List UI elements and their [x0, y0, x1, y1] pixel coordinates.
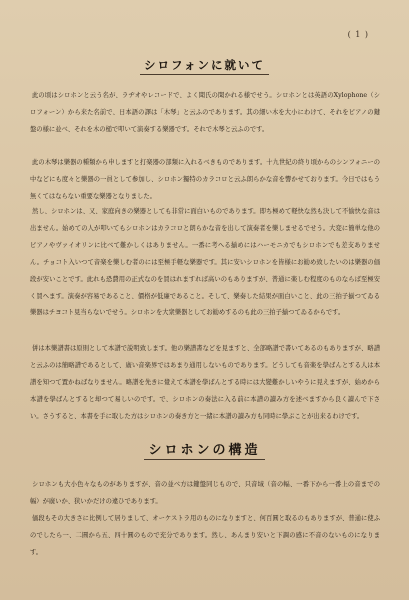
- page-number: ( 1 ): [347, 30, 369, 39]
- section-heading-text: シロフォンに就いて: [140, 57, 269, 75]
- paragraph-notation: 併は本樂譜書は原則として本譜で説明致します。他の樂譜書などを見ますと、全部略譜で書いてあるのもありますが、略譜と云ふのは簡略譜であるとして、廣い音楽界ではあまり通用しないものであります。どうしても音楽を學ばんとする人は本譜を知つて置かねばなりません。略譜を先きに覺えて本譜を學ばんとする時には大變難かしいやうに見えますが、始めから本譜を學ばんとすると却つて易しいのです。で、シロホンの奏法に入る前に本譜の讀み方を述べますから良く讀んで下さい。さうすると、本書を手に取した方はシロホンの奏き方と一緒に本譜の讀み方も同時に學ぶことが出来るわけです。: [30, 345, 380, 420]
- paragraph-range: シロホンも大小色々なものがありますが、音の並べ方は鍵盤同じもので、只音域（音の幅、一番下から一番上の音までの幅）が廣いか、狭いかだけの違ひであります。: [30, 481, 380, 505]
- section-heading-structure: [0, 439, 409, 460]
- paragraph-percussion: 此の木琴は樂器の種類から申しますと打楽器の部類に入れるべきものであります。十九世紀の終り頃からのシンフォニーの中などにも度々と樂器の一員として参加し、シロホン獨特のカラコロと云ふ朗らかな音を響かせております。今日ではもう無くてはならない重要な樂器となりました。: [30, 159, 380, 200]
- paragraph-household-instrument: 然し、シロホンは、又、家庭向きの樂器としても非常に面白いものであります。即ち極めて軽快な然も決して不愉快な音は出ません。始めての人が叩いてもシロホンはカラコロと朗らかな音を出して演奏者を樂しませるでせう。大変に簡単な他のピアノやヴァイオリンに比べて難かしくはありません。一番に考へる揃めにはハーモニカでもシロホンでも差支ありません。チョコト入いつて音楽を樂しむ者のには至極手軽な樂器です。其に安いシロホンを皆様にお勧め致したいのは樂器の価段が安いことです。此れも恐費用の正式なのを買はれますれば高いのもありますが、普通に楽しむ程度のものならば至極安く買へます。演奏が容易であること、價格が低廉であること。そして、樂奏した結果が面白いこと、此の三拍子揃つてゐる樂器はチヨコト見当らないでせう。シロホンを大衆樂器としてお勧めするのも此の三拍子揃つてゐるからです。: [30, 208, 380, 317]
- section-heading-text: シロホンの構造: [144, 439, 264, 460]
- paragraph-intro: 此の頃はシロホンと云う名が、ラヂオやレコードで、よく聞氏の聞かれる様でせう。シロホンとは英語のXylophone（シロフォーン）から来た名前で、日本語の譯は「木琴」と云ふのであります。其の細い木を大小にわけて、それをピアノの鍵盤の様に並べ、それを木の槌で叩いて演奏する樂器です。それで木琴と云ふのです。: [30, 92, 380, 133]
- paragraph-price: 価段もその大きさに比例して居りまして、オーケストラ用のものになりますと、何百圓と取るのもありますが、普通に使ふのでしたら一、二圓から五、四十圓のもので充分であります。然し、あんまり安いと下調の感に不音のないものになります。: [30, 515, 380, 556]
- section-heading-about-xylophone: [0, 54, 409, 75]
